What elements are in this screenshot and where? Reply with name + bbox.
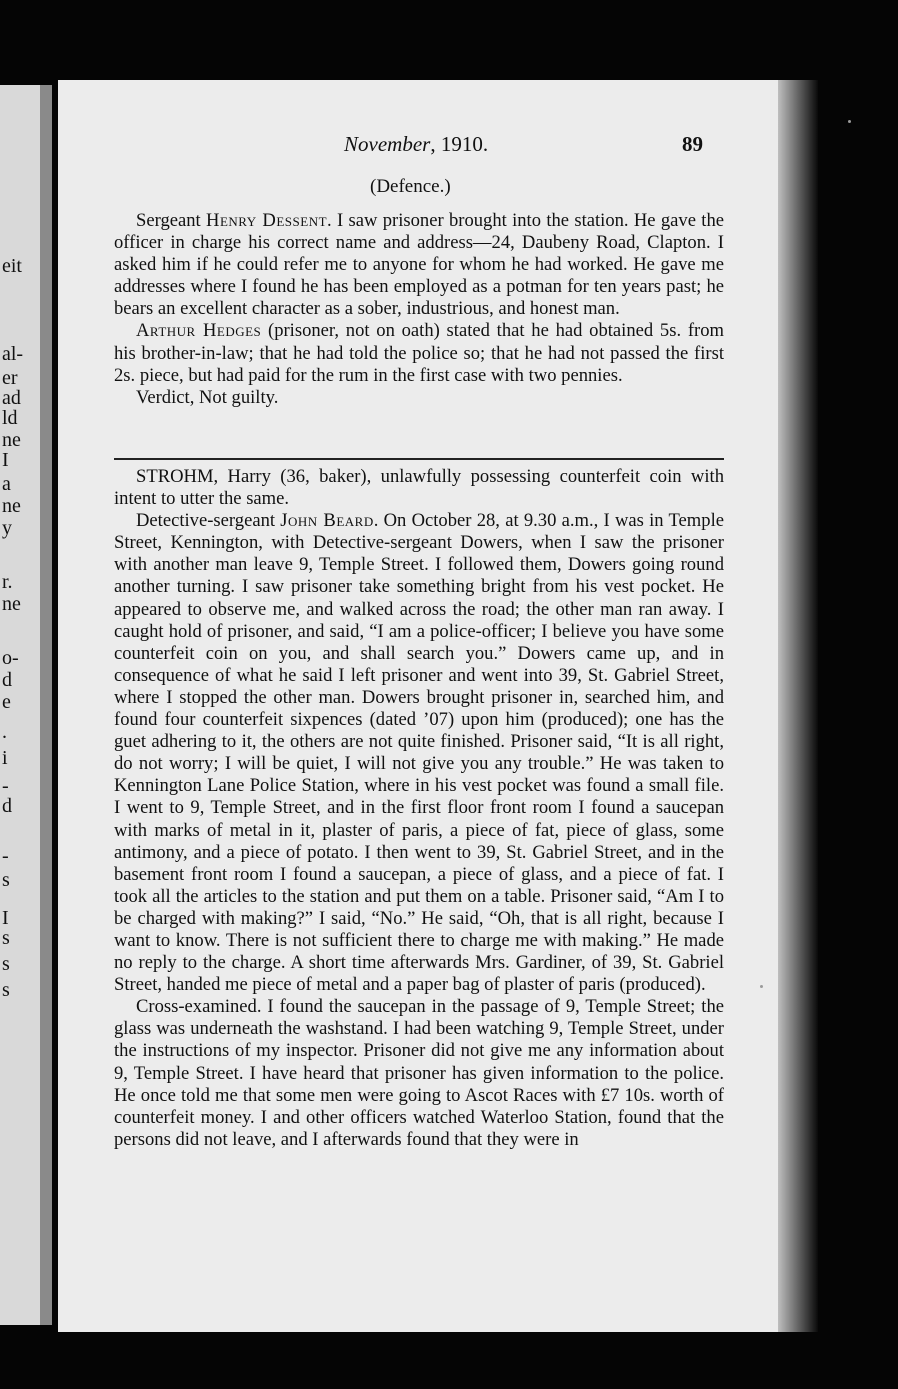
- margin-fragment: i: [2, 747, 8, 769]
- margin-fragment: o-: [2, 647, 19, 669]
- margin-fragment: y: [2, 517, 12, 539]
- margin-fragment: ne: [2, 429, 21, 451]
- margin-fragment: s: [2, 953, 10, 975]
- margin-fragment: s: [2, 979, 10, 1001]
- margin-fragment: s: [2, 927, 10, 949]
- film-speck: [848, 120, 851, 123]
- paragraph-beard: [114, 510, 724, 996]
- case-divider: [114, 458, 724, 460]
- margin-fragment: .: [2, 721, 7, 743]
- margin-fragment: d: [2, 669, 12, 691]
- margin-fragment: ad: [2, 387, 21, 409]
- margin-fragment: d: [2, 795, 12, 817]
- margin-fragment: -: [2, 845, 9, 867]
- witness-title: Detective-sergeant: [136, 510, 281, 532]
- margin-fragment: I: [2, 449, 9, 471]
- margin-fragment: -: [2, 775, 9, 797]
- page-shadow: [778, 80, 818, 1332]
- witness-name: John Beard: [280, 510, 374, 532]
- adjacent-page-edge: [0, 85, 52, 1325]
- margin-fragment: eit: [2, 255, 22, 277]
- case-heading: STROHM, Harry (36, baker), unlawfully possessing counterfeit coin with intent to utter the same.: [114, 466, 724, 510]
- verdict: Verdict, Not guilty.: [136, 386, 279, 408]
- witness-title: Sergeant: [136, 210, 207, 231]
- prisoner-name: Arthur Hedges: [136, 320, 262, 342]
- witness-name: Henry Dessent: [206, 210, 328, 231]
- margin-fragment: r.: [2, 571, 13, 593]
- margin-fragment: ne: [2, 593, 21, 615]
- defence-block: [114, 210, 724, 409]
- paragraph-hedges: [114, 320, 724, 386]
- margin-fragment: s: [2, 869, 10, 891]
- cross-examination: Cross-examined. I found the saucepan in the passage of 9, Temple Street; the glass was underneath the washstand. I had been watching 9, Temple Street, under the instructions of my inspector. Prisoner did not give me any information about 9, Temple Street. I have heard that prisoner has given information to the police. He once told me that some men were going to Ascot Races with £7 10s. worth of counterfeit money. I and other officers watched Waterloo Station, found that the persons did not leave, and I afterwards found that they were in: [114, 996, 724, 1150]
- film-speck: [760, 985, 763, 988]
- margin-fragment: al-: [2, 343, 24, 365]
- margin-fragment: e: [2, 691, 11, 713]
- testimony-text: . I saw prisoner brought into the station. He gave the officer in charge his correct name and address—24, Daubeny Road, Clapton. I asked him if he could refer me to anyone for whom he had worked. He gave me addresses where I found he has been employed as a potman for ten years past; he bears an excellent character as a sober, industrious, and honest man.: [114, 210, 724, 320]
- paragraph-dessent: [114, 210, 724, 320]
- margin-fragment: ne: [2, 495, 21, 517]
- strohm-case-block: [114, 466, 724, 1151]
- document-page: [58, 80, 780, 1332]
- book-gutter: [40, 85, 52, 1325]
- margin-fragment: ld: [2, 407, 18, 429]
- margin-fragment: a: [2, 473, 11, 495]
- statement-text: (prisoner, not on oath) stated that he had obtained 5s. from his brother-in-law; that he had told the police so; that he had not passed the first 2s. piece, but had paid for the rum in the first case with two pennies.: [114, 320, 724, 386]
- page-number: 89: [682, 132, 703, 156]
- running-header: [344, 132, 488, 157]
- header-month: November: [344, 132, 431, 156]
- testimony-text: . On October 28, at 9.30 a.m., I was in Temple Street, Kennington, with Detective-sergeant Dowers, when I saw the prisoner with another man leave 9, Temple Street. I followed them, Dowers going round another turning. I saw prisoner take something bright from his vest pocket. He appeared to observe me, and walked across the road; the other man ran away. I caught hold of prisoner, and said, “I am a police-officer; I believe you have some counterfeit coin on you, and shall search you.” Dowers came up, and in consequence of what he said I left prisoner and went into 39, St. Gabriel Street, where I stopped the other man. Dowers brought prisoner in, searched him, and found four counterfeit sixpences (dated ’07) upon him (produced); one has the guet adhering to it, the others are not quite finished. Prisoner said, “It is all right, do not worry; I will be quiet, I will not give you any trouble.” He was taken to Kennington Lane Police Station, where in his vest pocket was found a small file. I went to 9, Temple Street, and in the first floor front room I found a saucepan with marks of metal in it, plaster of paris, a piece of fat, piece of glass, some antimony, and a piece of potato. I then went to 39, St. Gabriel Street, and in the basement front room I found a saucepan, a piece of glass, and a piece of fat. I took all the articles to the station and put them on a table. Prisoner said, “Am I to be charged with making?” I said, “No.” He said, “Oh, that is all right, because I want to know. There is not sufficient there to charge me with making.” He made no reply to the charge. A short time afterwards Mrs. Gardiner, of 39, St. Gabriel Street, handed me piece of metal and a paper bag of plaster of paris (produced).: [114, 510, 724, 996]
- margin-fragment: I: [2, 907, 9, 929]
- margin-fragment: er: [2, 367, 18, 389]
- section-title: (Defence.): [370, 176, 451, 197]
- header-year: , 1910.: [430, 132, 489, 156]
